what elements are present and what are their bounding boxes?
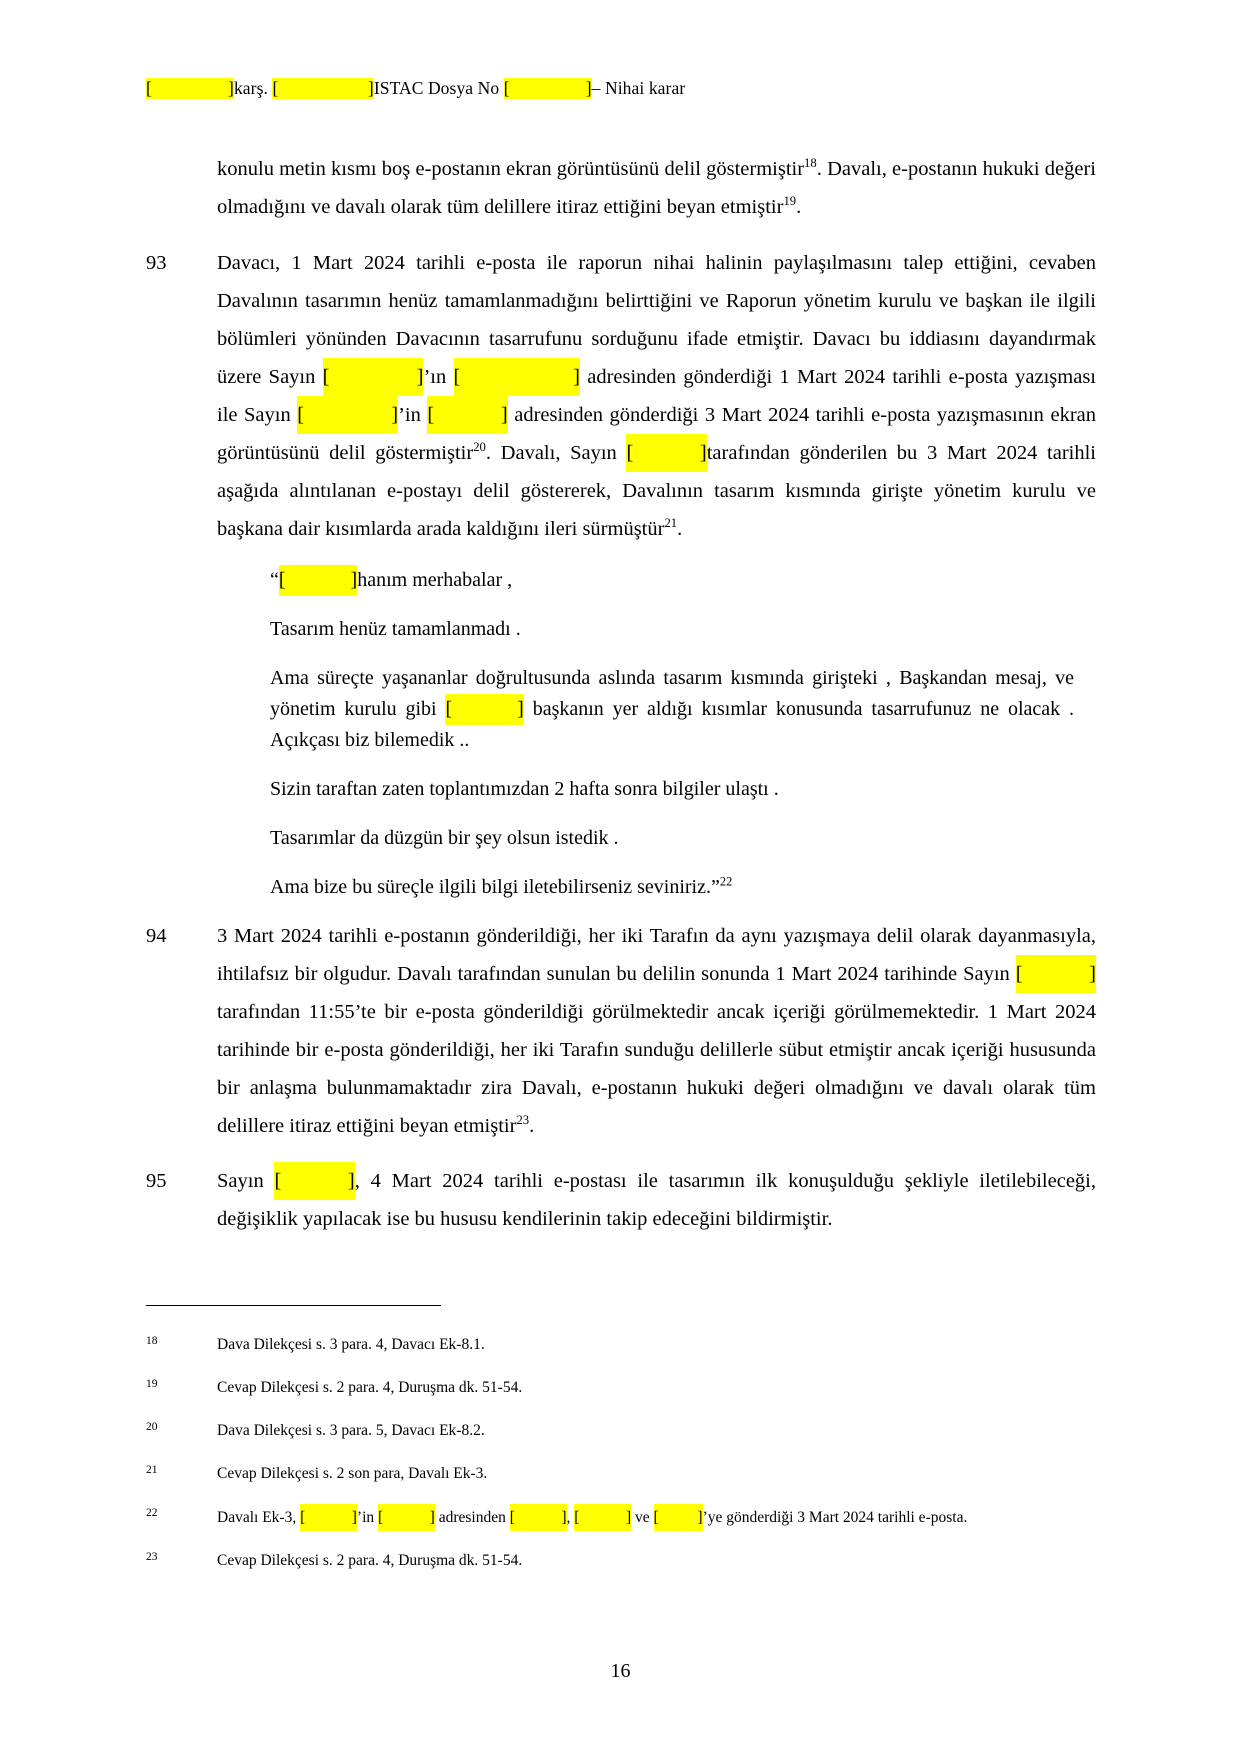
footnote-22 (146, 1504, 1096, 1531)
footnote-separator-rule (146, 1305, 441, 1306)
footnote-ref-19: 19 (783, 194, 797, 209)
footnote-19-text: Cevap Dilekçesi s. 2 para. 4, Duruşma dk. 51-54. (217, 1379, 523, 1396)
footnote-20-text: Dava Dilekçesi s. 3 para. 5, Davacı Ek-8.2. (217, 1422, 485, 1439)
paragraph-93-redaction-1: [ ] (323, 358, 424, 396)
footnote-23-text: Cevap Dilekçesi s. 2 para. 4, Duruşma dk. 51-54. (217, 1552, 523, 1569)
footnote-ref-20: 20 (473, 440, 486, 455)
footnote-22-number: 22 (146, 1507, 158, 1519)
paragraph-94 (146, 917, 1096, 1145)
quote-line-2: Tasarım henüz tamamlanmadı . (270, 618, 521, 640)
paragraph-93-text-b: ’ın (423, 366, 447, 388)
footnote-area (146, 1305, 1096, 1591)
paragraph-continued-text-c: . (796, 196, 802, 218)
header-redaction-1: [ ] (146, 78, 234, 98)
footnote-ref-18: 18 (804, 156, 817, 171)
paragraph-93-text-e: adresinden gönderdiği 3 Mart 2024 tarihli e-posta yazışmasının ekran görüntüsünü delil göstermiştir (217, 404, 1096, 464)
footnote-22-text-d: , (566, 1509, 571, 1526)
quote-line-1 (270, 565, 1074, 596)
paragraph-95-redaction-1: [ ] (274, 1162, 354, 1200)
paragraph-93-redaction-2: [ ] (454, 358, 580, 396)
quoted-email-block (146, 565, 1096, 903)
footnote-18-text: Dava Dilekçesi s. 3 para. 4, Davacı Ek-8.1. (217, 1336, 485, 1353)
paragraph-95-text-a: Sayın (217, 1170, 264, 1192)
header-tail-text: – Nihai karar (591, 78, 686, 98)
paragraph-95-number: 95 (146, 1170, 167, 1192)
footnote-21 (146, 1461, 1096, 1487)
footnote-ref-22: 22 (719, 874, 733, 889)
quote-line-5: Tasarımlar da düzgün bir şey olsun istedik . (270, 827, 619, 849)
footnote-22-text-e: ve (635, 1509, 650, 1526)
quote-line-4: Sizin taraftan zaten toplantımızdan 2 hafta sonra bilgiler ulaştı . (270, 778, 779, 800)
footnote-22-redaction-5: [ ] (654, 1504, 703, 1531)
quote-line-3 (270, 663, 1074, 756)
paragraph-93-number: 93 (146, 252, 167, 274)
footnote-22-text-f: ’ye gönderdiği 3 Mart 2024 tarihli e-posta. (702, 1509, 968, 1526)
paragraph-93-text-h: . (677, 518, 683, 540)
quote-line-1-text: hanım merhabalar , (357, 569, 513, 591)
paragraph-93-redaction-5: [ ] (626, 434, 706, 472)
paragraph-93-redaction-4: [ ] (427, 396, 507, 434)
paragraph-94-redaction-1: [ ] (1016, 955, 1096, 993)
quote-line-3-text-a: Ama süreçte yaşananlar doğrultusunda aslında tasarım kısmında girişteki , Başkandan mesaj, ve yönetim kurulu gibi (270, 667, 1074, 720)
footnote-22-redaction-1: [ ] (300, 1504, 357, 1531)
footnote-21-text: Cevap Dilekçesi s. 2 son para, Davalı Ek-3. (217, 1465, 488, 1482)
paragraph-94-text-c: . (529, 1115, 535, 1137)
footnote-18 (146, 1332, 1096, 1358)
document-body (146, 150, 1096, 1255)
footnote-ref-23: 23 (516, 1113, 530, 1128)
footnote-19 (146, 1375, 1096, 1401)
header-redaction-3: [ ] (503, 78, 592, 98)
footnote-18-number: 18 (146, 1335, 158, 1347)
paragraph-93-text-d: ’in (398, 404, 421, 426)
paragraph-93 (146, 244, 1096, 548)
footnote-22-redaction-4: [ ] (574, 1504, 631, 1531)
quote-line-6-text: Ama bize bu süreçle ilgili bilgi iletebilirseniz seviniriz.” (270, 876, 720, 898)
footnote-20 (146, 1418, 1096, 1444)
paragraph-94-number: 94 (146, 925, 167, 947)
page-number: 16 (610, 1660, 631, 1682)
quote-redaction-2: [ ] (445, 694, 523, 725)
quote-line-6 (270, 872, 1074, 903)
quote-redaction-1: [ ] (279, 565, 357, 596)
footnote-20-number: 20 (146, 1421, 158, 1433)
quote-line-3-text-b: başkanın yer aldığı kısımlar konusunda tasarrufunuz ne olacak . Açıkçası biz bilemedik .. (270, 698, 1075, 751)
paragraph-continued (146, 150, 1096, 226)
footnote-22-redaction-2: [ ] (378, 1504, 435, 1531)
footnote-21-number: 21 (146, 1464, 158, 1476)
paragraph-93-text-a: Davacı, 1 Mart 2024 tarihli e-posta ile raporun nihai halinin paylaşılmasını talep ettiğini, cevaben Davalının tasarımın henüz tamamlanmadığını belirttiğini ve Raporun yönetim kurulu ve başkan ile ilgili bölümleri yönünden Davacının tasarrufunu sorduğunu ifade etmiştir. Davacı bu iddiasını dayandırmak üzere Sayın (217, 252, 1096, 388)
header-istac-text: ISTAC Dosya No (373, 78, 500, 98)
paragraph-continued-text-b: . Davalı, e-postanın hukuki değeri olmadığını ve davalı olarak tüm delillere itiraz ettiğini beyan etmiştir (217, 158, 1096, 218)
paragraph-95-text-b: , 4 Mart 2024 tarihli e-postası ile tasarımın ilk konuşulduğu şekliyle iletilebileceği, değişiklik yapılacak ise bu hususu kendilerinin takip edeceğini bildirmiştir. (217, 1170, 1096, 1230)
paragraph-93-redaction-3: [ ] (297, 396, 398, 434)
header-redaction-2: [ ] (272, 78, 374, 98)
footnote-23 (146, 1548, 1096, 1574)
running-header (146, 78, 1121, 99)
header-karsi-text: karş. (233, 78, 268, 98)
paragraph-93-text-c: adresinden gönderdiği 1 Mart 2024 tarihli e-posta yazışması ile Sayın (217, 366, 1096, 426)
footnote-23-number: 23 (146, 1551, 158, 1563)
quote-open-mark: “ (270, 569, 279, 591)
paragraph-94-text-b: tarafından 11:55’te bir e-posta gönderildiği görülmektedir ancak içeriği görülmemektedir. 1 Mart 2024 tarihinde bir e-posta gönderildiği, her iki Tarafın sunduğu delillerle sübut etmiştir ancak içeriği hususunda bir anlaşma bulunmamaktadır zira Davalı, e-postanın hukuki değeri olmadığını ve davalı olarak tüm delillere itiraz ettiğini beyan etmiştir (217, 1001, 1096, 1137)
paragraph-95 (146, 1162, 1096, 1238)
footnote-ref-21: 21 (664, 516, 678, 531)
paragraph-continued-text-a: konulu metin kısmı boş e-postanın ekran görüntüsünü delil göstermiştir (217, 158, 805, 180)
footnote-19-number: 19 (146, 1378, 158, 1390)
footnote-22-redaction-3: [ ] (510, 1504, 567, 1531)
footnote-22-text-a: Davalı Ek-3, (217, 1509, 297, 1526)
footnote-22-text-c: adresinden (438, 1509, 506, 1526)
paragraph-94-text-a: 3 Mart 2024 tarihli e-postanın gönderildiği, her iki Tarafın da aynı yazışmaya delil olarak dayanmasıyla, ihtilafsız bir olgudur. Davalı tarafından sunulan bu delilin sonunda 1 Mart 2024 tarihinde Sayın (217, 925, 1096, 985)
footnote-22-text-b: ’in (356, 1509, 375, 1526)
paragraph-93-text-g: tarafından gönderilen bu 3 Mart 2024 tarihli aşağıda alıntılanan e-postayı delil göstererek, Davalının tasarım kısmında girişte yönetim kurulu ve başkana dair kısımlarda arada kaldığını ileri sürmüştür (217, 442, 1096, 540)
paragraph-93-text-f: . Davalı, Sayın (485, 442, 617, 464)
